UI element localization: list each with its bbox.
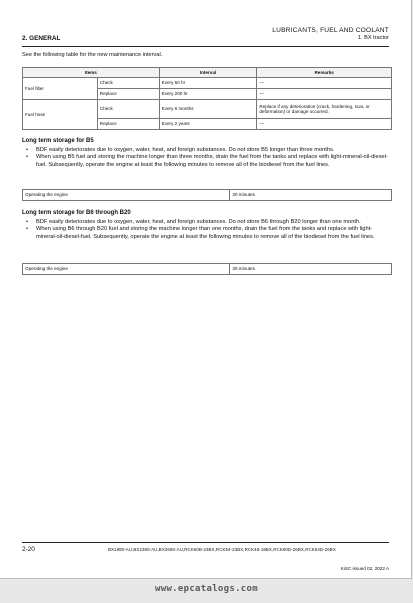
action-cell: Check — [97, 78, 159, 89]
header-items: Items — [23, 68, 160, 78]
item-fuel-hose: Fuel hose — [23, 100, 98, 130]
bullet-text: When using B5 fuel and storing the machine longer than three months, drain the fuel from the tanks and replace with light-mineral-oil-diesel-fuel. Subsequently, operate the engine at least the following minutes to remove all of the biodiesel from the fuel lines. — [36, 154, 388, 168]
footer-divider — [22, 542, 389, 543]
interval-cell: Every 2 years — [159, 119, 257, 130]
remarks-cell: — — [257, 119, 392, 130]
chapter-title: LUBRICANTS, FUEL AND COOLANT — [272, 27, 389, 34]
bullet-icon: • — [26, 226, 28, 233]
table-row — [23, 78, 392, 89]
bullet-text: BDF easily deteriorates due to oxygen, water, heat, and foreign substances. Do not store B5 longer than three months. — [36, 147, 335, 153]
list-item — [22, 147, 388, 154]
page-number: 2-20 — [22, 546, 35, 553]
action-cell: Check — [97, 100, 159, 119]
header-remarks: Remarks — [257, 68, 392, 78]
action-cell: Replace — [97, 119, 159, 130]
bullet-text: BDF easily deteriorates due to oxygen, water, heat, and foreign substances. Do not store B6 through B20 longer than one month. — [36, 219, 361, 225]
issue-note: KiSC issued 02, 2022 A — [340, 566, 389, 571]
remarks-cell: — — [257, 89, 392, 100]
b6-operating-table — [22, 263, 392, 275]
table-row — [23, 264, 392, 275]
b6-storage-title: Long term storage for B6 through B20 — [22, 210, 131, 216]
list-item — [22, 219, 388, 226]
operating-value: 30 minutes — [230, 264, 392, 275]
bullet-text: When using B6 through B20 fuel and storing the machine longer than one months, drain the fuel from the tanks and replace with light-mineral-oil-diesel-fuel. Subsequently, operate the engine at least the following minutes to remove all of the biodiesel from the fuel lines. — [36, 226, 375, 240]
action-cell: Replace — [97, 89, 159, 100]
model-list: BX1880-AU,BX2380-AU,BX2680-AU,RCK60B-23BX,RCK54-23BX,RCK48-18BX,RCK60D-26BX,RCK54D-26BX — [108, 547, 336, 552]
operating-label: Operating the engine — [23, 190, 230, 201]
maintenance-interval-table — [22, 67, 392, 130]
operating-label: Operating the engine — [23, 264, 230, 275]
table-row — [23, 100, 392, 119]
interval-cell: Every 200 hr — [159, 89, 257, 100]
header-interval: Interval — [159, 68, 257, 78]
operating-value: 30 minutes — [230, 190, 392, 201]
interval-cell: Every 6 months — [159, 100, 257, 119]
b5-operating-table — [22, 189, 392, 201]
b6-bullet-list — [22, 219, 388, 241]
bullet-icon: • — [26, 147, 28, 153]
b5-bullet-list — [22, 147, 388, 169]
remarks-cell: Replace if any deterioration (crack, hardening, scar, or deformation) or damage occurred. — [257, 100, 392, 119]
bullet-icon: • — [26, 219, 28, 225]
intro-text: See the following table for the new maintenance interval. — [22, 52, 163, 58]
remarks-cell: — — [257, 78, 392, 89]
watermark-text: www.epcatalogs.com — [155, 584, 258, 594]
bullet-icon: • — [26, 154, 28, 161]
header-divider — [22, 46, 389, 47]
interval-cell: Every 50 hr — [159, 78, 257, 89]
table-row — [23, 190, 392, 201]
item-fuel-filter: Fuel filter — [23, 78, 98, 100]
b5-storage-title: Long term storage for B5 — [22, 138, 94, 144]
section-title: 2. GENERAL — [22, 35, 61, 42]
chapter-subtitle: 1. BX tractor — [357, 34, 389, 41]
list-item — [22, 226, 388, 241]
list-item — [22, 154, 388, 169]
running-header — [272, 27, 389, 41]
table-header-row — [23, 68, 392, 78]
